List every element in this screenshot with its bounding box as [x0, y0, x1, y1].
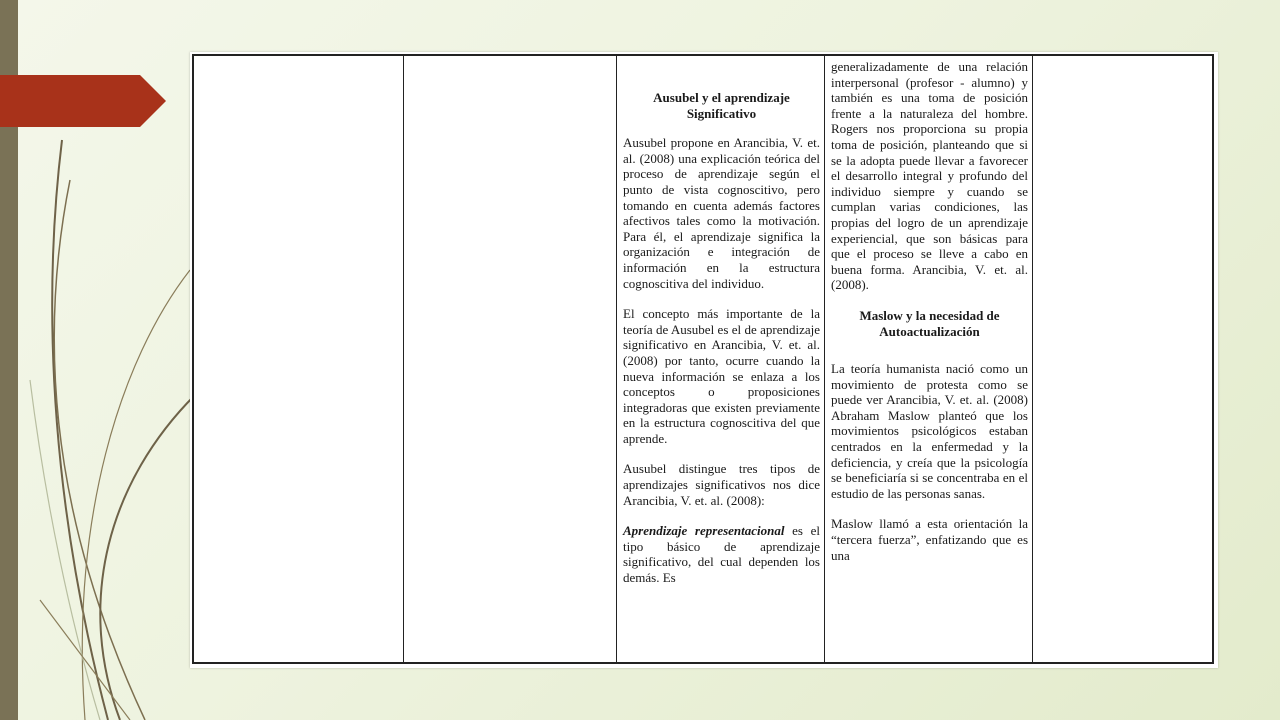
ausubel-paragraph-2: El concepto más importante de la teoría de Ausubel es el de aprendizaje significativo en Arancibia, V. et. al. (2008) por tanto, ocurre cuando la nueva información se enlaza a los conceptos o proposiciones integradoras que existen previamente en la estructura cognoscitiva del que aprende. [623, 306, 820, 446]
rogers-paragraph: generalizadamente de una relación interpersonal (profesor - alumno) y también es una toma de posición frente a la naturaleza del hombre. Rogers nos proporciona su propia toma de posición, planteando que si se la adopta puede llevar a favorecer el desarrollo integral y profundo del individuo siempre y cuando se cumplan varias condiciones, las propias del logro de un aprendizaje experiencial, que son básicas para que el proceso se lleve a cabo en buena forma. Arancibia, V. et. al. (2008). [831, 59, 1028, 293]
maslow-paragraph-1: La teoría humanista nació como un movimiento de protesta como se puede ver Arancibia, V. et. al. (2008) Abraham Maslow planteó que los movimientos psicológicos estaban centrados en la enfermedad y la deficiencia, y creía que la psicología se beneficiaría si se concentraba en el estudio de las personas sanas. [831, 361, 1028, 501]
table-column-4 [825, 56, 1033, 662]
maslow-heading: Maslow y la necesidad de Autoactualización [859, 307, 1000, 339]
document-image [190, 52, 1218, 668]
representacional-text: es el tipo básico de aprendizaje significativo, del cual dependen los demás. Es [623, 523, 820, 586]
table-column-1 [194, 56, 404, 662]
table-column-3 [617, 56, 825, 662]
ausubel-paragraph-4 [623, 523, 820, 585]
table-column-5 [1033, 56, 1212, 662]
red-arrow-banner [0, 0, 170, 140]
representacional-term: Aprendizaje representacional [623, 523, 785, 539]
maslow-paragraph-2: Maslow llamó a esta orientación la “tercera fuerza”, enfatizando que es una [831, 516, 1028, 563]
document-table [192, 54, 1214, 664]
table-column-2 [404, 56, 617, 662]
ausubel-heading: Ausubel y el aprendizaje Significativo [653, 90, 790, 121]
ausubel-paragraph-3: Ausubel distingue tres tipos de aprendizajes significativos nos dice Arancibia, V. et. al. (2008): [623, 461, 820, 508]
ausubel-paragraph-1: Ausubel propone en Arancibia, V. et. al. (2008) una explicación teórica del proceso de aprendizaje según el punto de vista cognoscitivo, pero tomando en cuenta además factores afectivos tales como la motivación. Para él, el aprendizaje significa la organización e integración de información en la estructura cognoscitiva del individuo. [623, 135, 820, 291]
